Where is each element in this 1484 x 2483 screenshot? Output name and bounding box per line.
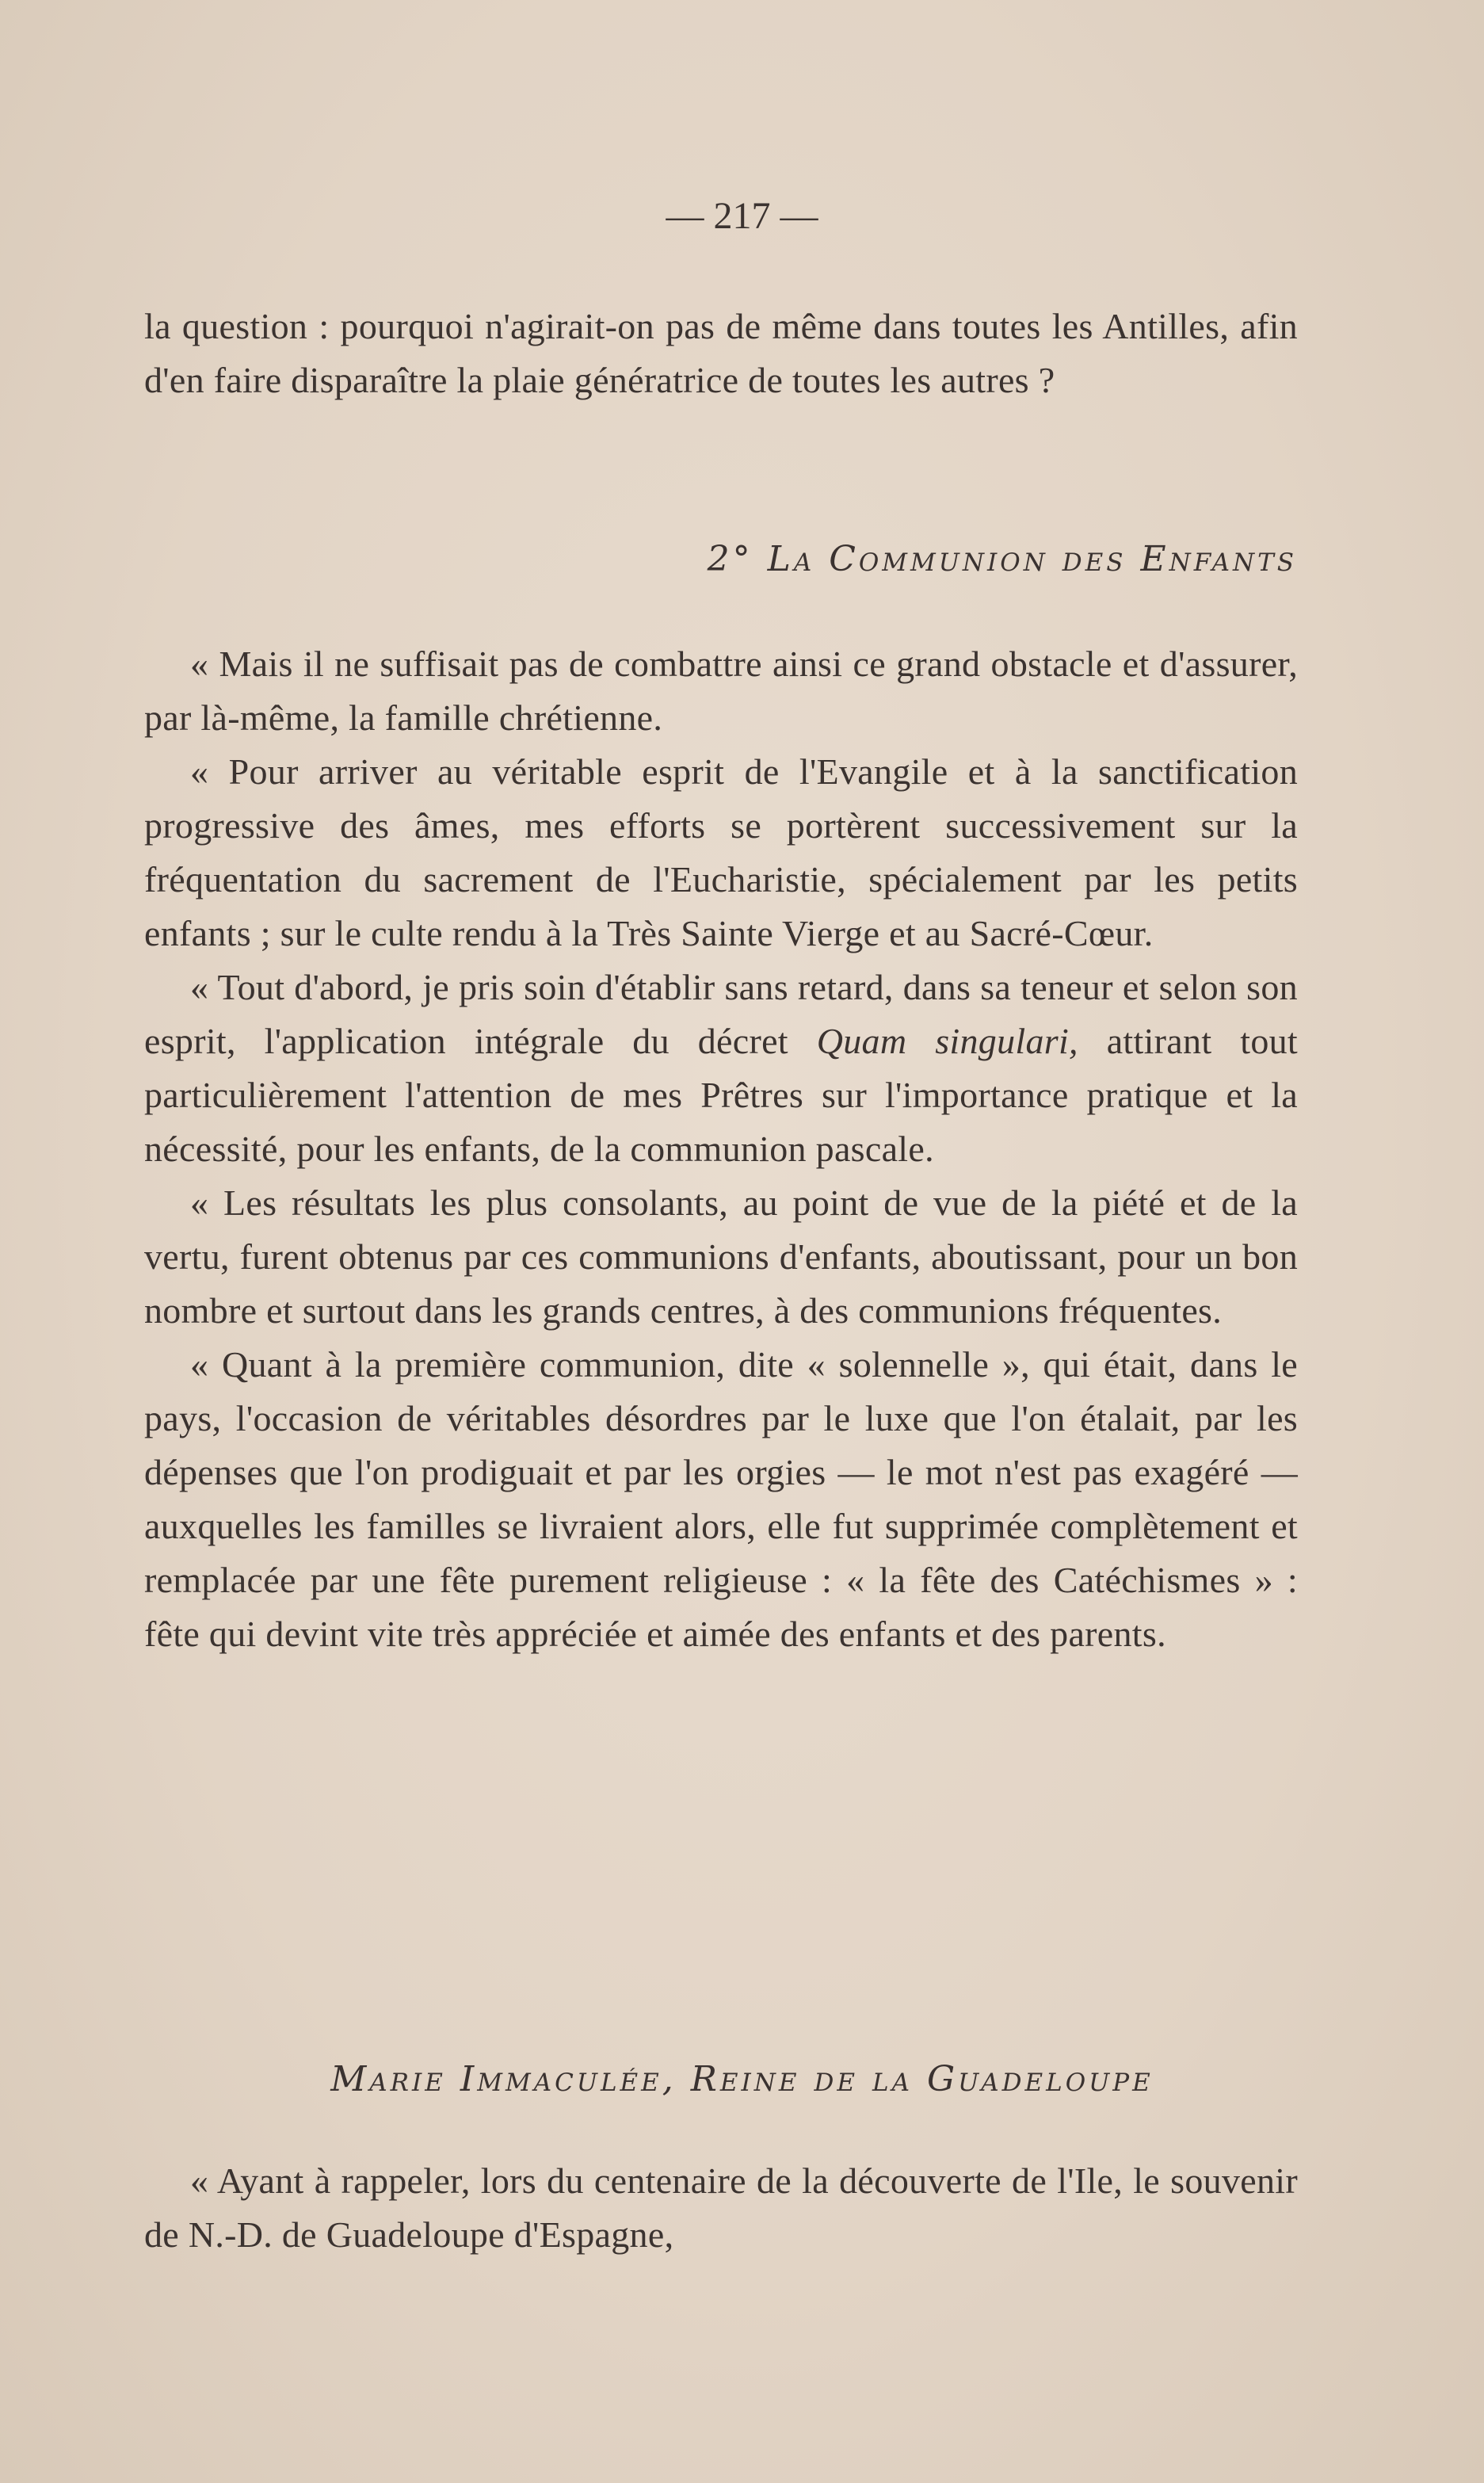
paragraph: « Pour arriver au véritable esprit de l'Evangile et à la sanctification progressive des âmes, mes efforts se portèrent successivement sur la fréquentation du sacrement de l'Eucharistie, spécialement par les petits enfants ; sur le culte rendu à la Très Sainte Vierge et au Sacré-Cœur. (144, 751, 1298, 953)
paragraph-decree (144, 961, 1298, 1176)
decree-text-before: « Tout d'abord, je pris soin d'établir sans retard, dans sa teneur et selon son esprit, l'application intégrale du décret (144, 967, 1298, 1061)
decree-title: Quam singulari, (816, 1021, 1078, 1061)
decree-text-after: attirant tout particulièrement l'attention de mes Prêtres sur l'importance pratique et la nécessité, pour les enfants, de la communion pascale. (144, 1021, 1298, 1169)
intro-paragraph: la question : pourquoi n'agirait-on pas de même dans toutes les Antilles, afin d'en faire disparaître la plaie génératrice de toutes les autres ? (144, 306, 1298, 400)
intro-text (144, 300, 1298, 407)
section2-body (144, 2154, 1298, 2262)
paragraph: « Quant à la première communion, dite « solennelle », qui était, dans le pays, l'occasion de véritables désordres par le luxe que l'on étalait, par les dépenses que l'on prodiguait et par les orgies — le mot n'est pas exagéré — auxquelles les familles se livraient alors, elle fut supprimée complètement et remplacée par une fête purement religieuse : « la fête des Catéchismes » : fête qui devint vite très appréciée et aimée des enfants et des parents. (144, 1344, 1298, 1654)
page-number: — 217 — (666, 195, 818, 237)
paragraph: « Ayant à rappeler, lors du centenaire de la découverte de l'Ile, le souvenir de N.-D. de Guadeloupe d'Espagne, (144, 2160, 1298, 2255)
section1-body (144, 637, 1298, 1661)
section-heading-marie: Marie Immaculée, Reine de la Guadeloupe (330, 2059, 1154, 2099)
paragraph: « Les résultats les plus consolants, au point de vue de la piété et de la vertu, furent obtenus par ces communions d'enfants, aboutissant, pour un bon nombre et surtout dans les grands centres, à des communions fréquentes. (144, 1182, 1298, 1331)
paragraph: « Mais il ne suffisait pas de combattre ainsi ce grand obstacle et d'assurer, par là-même, la famille chrétienne. (144, 644, 1298, 738)
section-heading-communion: 2° La Communion des Enfants (707, 539, 1297, 579)
